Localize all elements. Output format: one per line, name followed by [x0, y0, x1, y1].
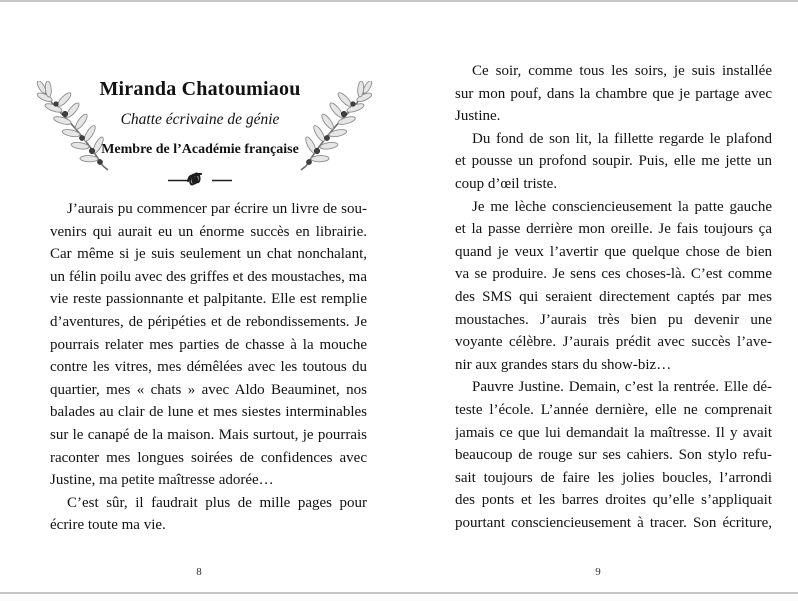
text-line: d’aventures, de péripéties et de rebondissements. Je: [50, 313, 367, 330]
author-affiliation: Membre de l’Académie française: [101, 142, 299, 157]
text-line: Ce soir, comme tous les soirs, je suis installée: [472, 63, 772, 79]
text-line: venirs qui aurait eu un énorme succès en librairie.: [50, 223, 367, 240]
text-line: nir aux grandes stars du show-biz…: [455, 356, 672, 373]
text-line: quand je veux l’avertir que quelque chose de bien: [455, 243, 772, 260]
text-line: moustaches. J’aurais très bien pu devenir une: [455, 311, 772, 328]
bottom-edge-strip: [0, 594, 798, 601]
page-right-text: [455, 60, 772, 534]
text-line: jamais ce que lui demandait la maîtresse. Il y avait: [455, 424, 772, 441]
text-line: et la passe derrière mon oreille. Je fais toujours ça: [455, 221, 772, 238]
rope-knot-divider-icon: [167, 171, 233, 189]
top-edge-line: [0, 0, 798, 2]
text-line: contre les vitres, mes démêlées avec les toutous du: [50, 359, 367, 376]
text-line: et pousse un profond soupir. Puis, elle me jette un: [455, 153, 772, 170]
text-line: teste l’école. L’année dernière, elle ne comprenait: [455, 401, 772, 418]
text-line: coup d’œil triste.: [455, 175, 558, 192]
text-line: vie reste passionnante et palpitante. Elle est remplie: [50, 291, 367, 308]
page-number-left: 8: [196, 566, 202, 578]
text-line: beaucoup de rouge sur ses cahiers. Son stylo refu-: [455, 447, 772, 464]
text-line: voyante célèbre. J’aurais prédit avec succès l’ave-: [455, 334, 772, 351]
chapter-header: [36, 78, 364, 194]
text-line: Justine.: [455, 108, 501, 125]
text-line: C’est sûr, il faudrait plus de mille pages pour: [67, 494, 367, 511]
text-line: Justine, ma petite maîtresse adorée…: [50, 472, 274, 489]
text-line: des ponts et les barres droites qu’elle s’appliquait: [455, 492, 772, 509]
text-line: raconter mes longues soirées de confidences avec: [50, 449, 367, 466]
text-line: Du fond de son lit, la fillette regarde le plafond: [472, 130, 772, 147]
text-line: des SMS qui seraient directement captés par mes: [455, 288, 772, 305]
text-line: pourtant consciencieusement à tracer. Son écriture,: [455, 514, 772, 531]
text-line: un félin poilu avec des griffes et des moustaches, ma: [50, 268, 367, 285]
text-line: sait toujours de faire les jolies boucles, l’arrondi: [455, 469, 772, 486]
author-subtitle: Chatte écrivaine de génie: [120, 111, 280, 128]
text-line: va se produire. Je sens ces choses-là. C’est comme: [455, 266, 772, 283]
text-line: J’aurais pu commencer par écrire un livre de sou-: [67, 201, 367, 217]
text-line: pourrais relater mes parties de chasse à la mouche: [50, 336, 367, 353]
author-name: Miranda Chatoumiaou: [99, 78, 301, 100]
page-left-text: [50, 198, 367, 537]
text-line: Car même si je suis seulement un chat nonchalant,: [50, 246, 367, 263]
text-line: balades au clair de lune et mes siestes interminables: [50, 404, 367, 421]
page-number-right: 9: [595, 566, 601, 578]
text-line: sur le canapé de la maison. Mais surtout, je pourrais: [50, 426, 367, 443]
text-line: quartier, mes « chats » avec Aldo Beauminet, nos: [50, 381, 367, 398]
text-line: sur mon pouf, dans la chambre que je partage avec: [455, 85, 772, 102]
text-line: Je me lèche consciencieusement la patte gauche: [472, 198, 772, 215]
text-line: écrire toute ma vie.: [50, 517, 166, 534]
text-line: Pauvre Justine. Demain, c’est la rentrée. Elle dé-: [472, 379, 772, 396]
